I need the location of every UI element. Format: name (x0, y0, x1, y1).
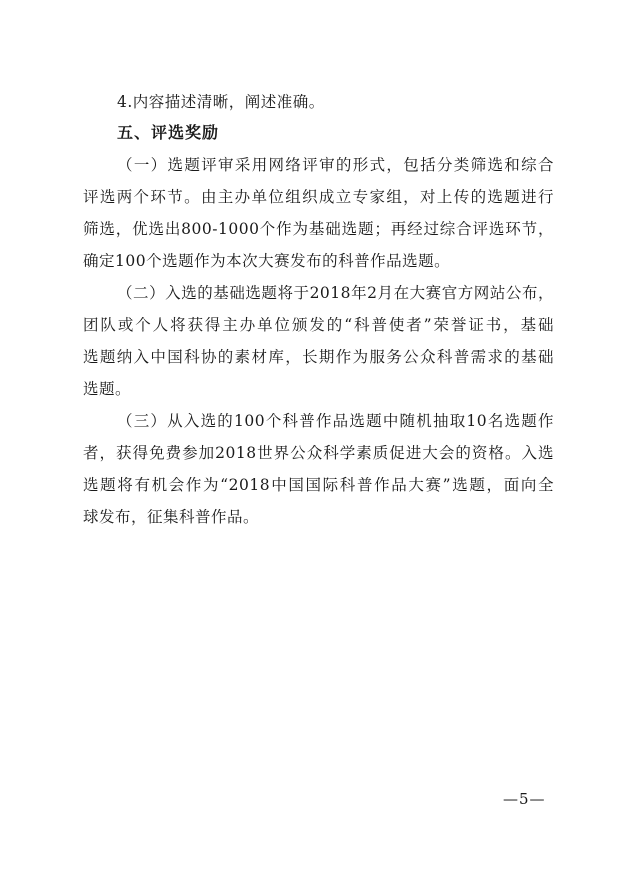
paragraph-line: 球发布，征集科普作品。 (83, 508, 260, 526)
paragraph-line: （一）选题评审采用网络评审的形式，包括分类筛选和综合 (117, 156, 554, 174)
paragraph-line: 者，获得免费参加2018世界公众科学素质促进大会的资格。入选 (83, 444, 554, 462)
paragraph-line: （二）入选的基础选题将于2018年2月在大赛官方网站公布， (117, 284, 554, 302)
paragraph-line: 团队或个人将获得主办单位颁发的“科普使者”荣誉证书，基础 (83, 316, 554, 334)
section-heading: 五、评选奖励 (117, 123, 220, 142)
paragraph-line: 选题将有机会作为“2018中国国际科普作品大赛”选题，面向全 (83, 476, 554, 494)
paragraph-line: 确定100个选题作为本次大赛发布的科普作品选题。 (83, 252, 451, 270)
paragraph-line: （三）从入选的100个科普作品选题中随机抽取10名选题作 (117, 412, 554, 430)
paragraph-line: 选题。 (83, 380, 132, 398)
paragraph-line: 选题纳入中国科协的素材库，长期作为服务公众科普需求的基础 (83, 348, 554, 366)
page-number: —5— (503, 790, 546, 808)
paragraph-line: 评选两个环节。由主办单位组织成立专家组，对上传的选题进行 (83, 188, 554, 206)
criteria-item-4: 4.内容描述清晰，阐述准确。 (117, 93, 325, 111)
paragraph-line: 筛选，优选出800-1000个作为基础选题；再经过综合评选环节， (83, 220, 554, 238)
